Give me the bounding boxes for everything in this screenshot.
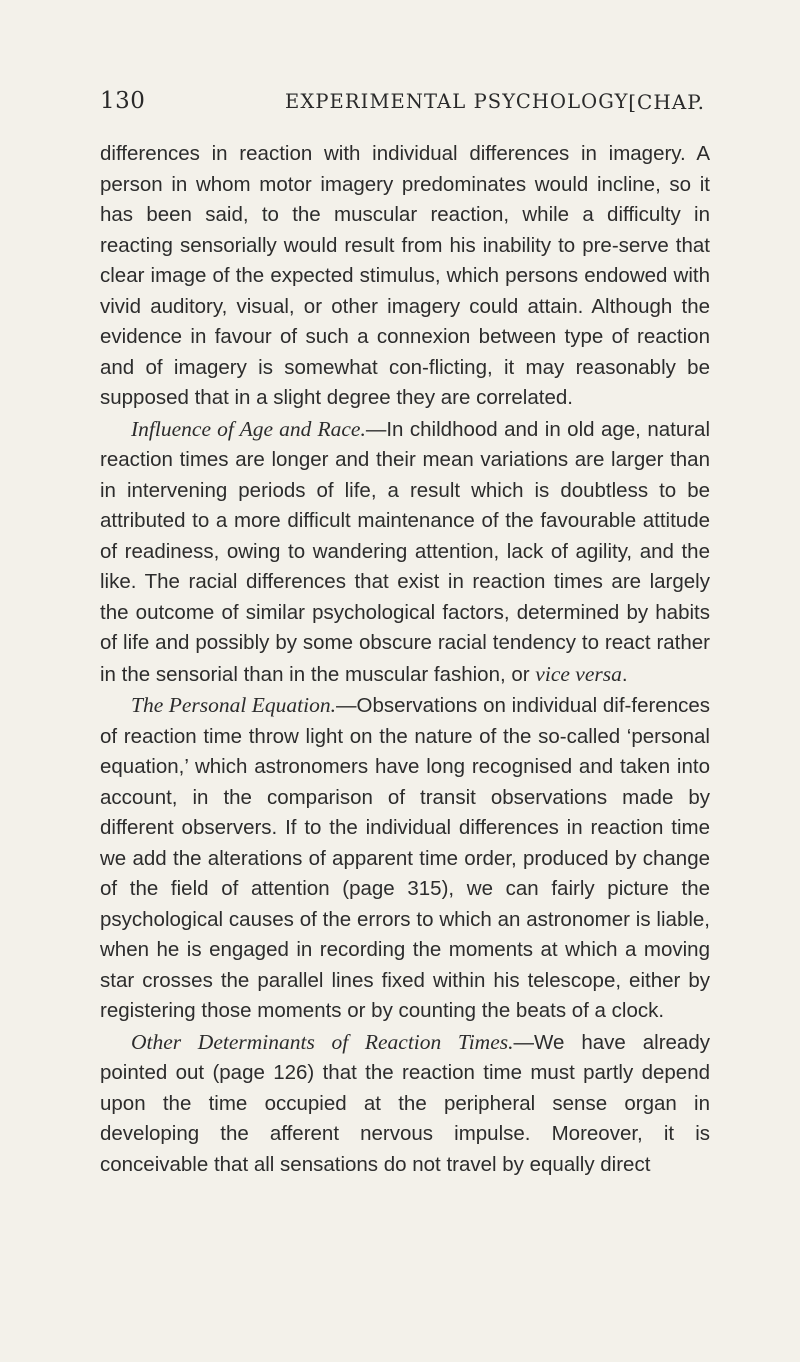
paragraph-determinants bbox=[100, 1027, 710, 1181]
paragraph-imagery: differences in reaction with individual differences in imagery. A person in whom motor imagery predominates would incline, so it has been said, to the muscular reaction, while a difficulty in reacting sensorially would result from his inability to pre-serve that clear image of the expected stimulus, which persons endowed with vivid auditory, visual, or other imagery could attain. Although the evidence in favour of such a connexion between type of reaction and of imagery is somewhat con-flicting, it may reasonably be supposed that in a slight degree they are correlated. bbox=[100, 142, 710, 409]
chapter-marker: [CHAP. bbox=[628, 90, 705, 114]
running-head bbox=[100, 88, 705, 128]
section-heading-determinants: Other Determinants of Reaction Times. bbox=[131, 1029, 514, 1054]
running-title: EXPERIMENTAL PSYCHOLOGY bbox=[285, 90, 629, 113]
body-text bbox=[100, 139, 710, 1180]
section-heading-age-race: Influence of Age and Race. bbox=[131, 416, 366, 441]
paragraph-age-race-text: —In childhood and in old age, natural reaction times are longer and their mean variations are larger than in intervening periods of life, a result which is doubtless to be attributed to a more difficult maintenance of the favourable attitude of readiness, owing to wandering attention, lack of agility, and the like. The racial differences that exist in reaction times are largely the outcome of similar psychological factors, determined by habits of life and possibly by some obscure racial tendency to react rather in the sensorial than in the muscular fashion, or bbox=[100, 417, 711, 686]
paragraph-determinants-text: —We have already pointed out (page 126) that the reaction time must partly depend upon the time occupied at the peripheral sense organ in developing the afferent nervous impulse. Moreover, it is conceivable that all sensations do not travel by equally direct bbox=[100, 1030, 710, 1176]
paragraph-personal-equation-text: —Observations on individual dif-ferences of reaction time throw light on the nature of the so-called ‘personal equation,’ which astronomers have long recognised and taken into account, in the comparison of transit observations made by different observers. If to the individual differences in reaction time we add the alterations of apparent time order, produced by change of the field of attention (page 315), we can fairly picture the psychological causes of the errors to which an astronomer is liable, when he is engaged in recording the moments at which a moving star crosses the parallel lines fixed within his telescope, either by registering those moments or by counting the beats of a clock. bbox=[100, 694, 711, 1022]
paragraph-personal-equation bbox=[100, 690, 710, 1027]
section-heading-personal-equation: The Personal Equation. bbox=[131, 693, 337, 717]
page-number: 130 bbox=[100, 88, 146, 114]
paragraph-age-race bbox=[100, 414, 710, 691]
italic-phrase: vice versa bbox=[535, 661, 622, 686]
paragraph-age-race-end: . bbox=[621, 662, 628, 686]
